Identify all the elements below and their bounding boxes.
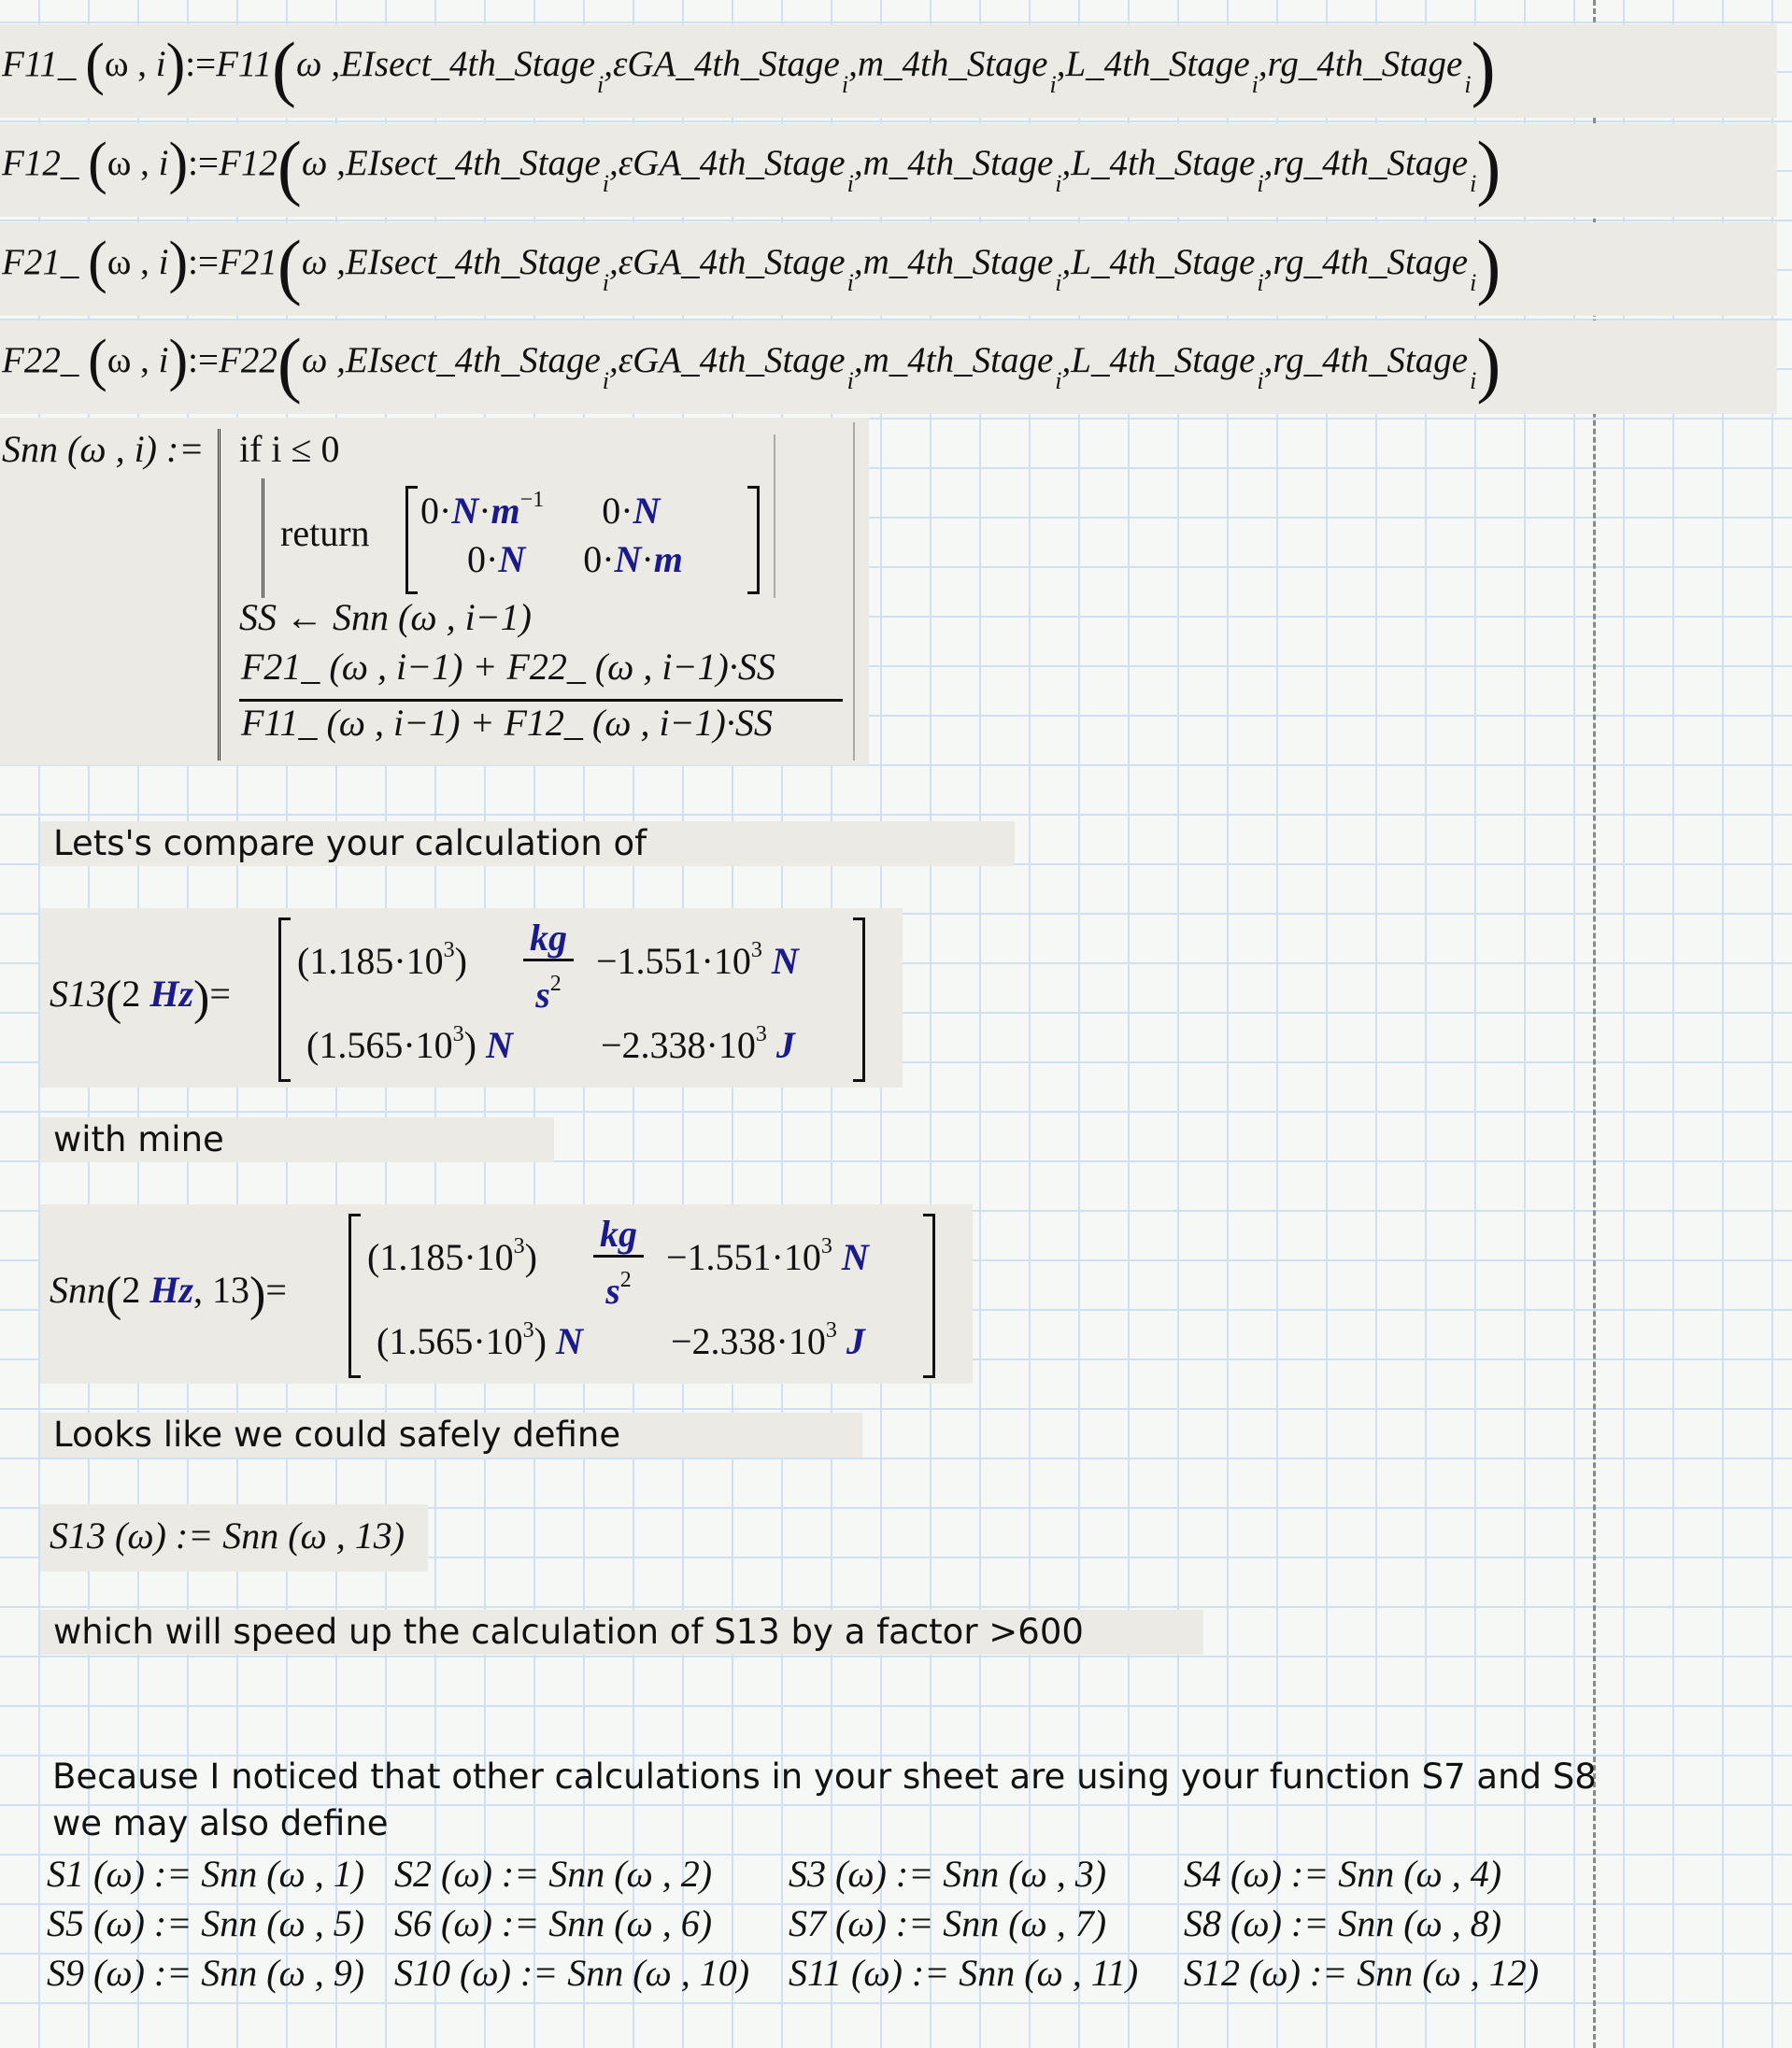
s-def[interactable]: S10 (ω) := Snn (ω , 10): [394, 1952, 750, 1994]
result-cell-11: $(1.185\cdot 10^3)$: [297, 938, 467, 982]
s-def[interactable]: S9 (ω) := Snn (ω , 9): [47, 1952, 365, 1994]
fraction-denominator: F11_ (ω , i−1) + F12_ (ω , i−1)·SS: [241, 702, 773, 744]
result-unit-fraction: kg $s^2$: [521, 917, 576, 1017]
result-unit-fraction: kg $s^2$: [591, 1214, 646, 1314]
params: (ω , i): [88, 132, 189, 195]
argument: rg_4th_Stage$_i$: [1273, 340, 1477, 394]
return-matrix-row-1: $0\cdot N\cdot m^{-1}$ 0·N: [420, 488, 661, 532]
argument: εGA_4th_Stage$_i$,: [618, 340, 863, 394]
snn-eval-lhs: Snn(2 Hz, 13)=: [50, 1268, 287, 1321]
return-matrix-row-2: 0·N 0·N·m: [467, 538, 683, 580]
s-def[interactable]: S6 (ω) := Snn (ω , 6): [394, 1902, 713, 1944]
snn-lhs: Snn (ω , i) :=: [2, 428, 205, 470]
comment-text: with mine: [53, 1119, 224, 1159]
snn-program-region[interactable]: [0, 418, 869, 765]
result-right-bracket: [923, 1214, 935, 1378]
text-region-speedup[interactable]: [40, 1610, 1203, 1655]
argument: m_4th_Stage$_i$,: [862, 242, 1072, 296]
s13-eval-lhs: S13(2 Hz)=: [50, 972, 231, 1025]
s-def[interactable]: S7 (ω) := Snn (ω , 7): [789, 1902, 1107, 1944]
function-name: F21_: [2, 242, 79, 282]
comment-text-because[interactable]: Because I noticed that other calculations in your sheet are using your function S7 and S8: [52, 1756, 1597, 1797]
function-definition-f22[interactable]: F22_ (ω , i):=F22(ω ,EIsect_4th_Stage$_i$,εGA_4th_Stage$_i$,m_4th_Stage$_i$,L_4th_Stage$_i$,rg_4th_Stage$_i$): [0, 320, 1777, 414]
assign-operator: :=: [188, 340, 219, 380]
text-region-safely-define[interactable]: [40, 1413, 862, 1458]
matrix-right-bracket: [747, 486, 760, 594]
s-def[interactable]: S8 (ω) := Snn (ω , 8): [1184, 1902, 1502, 1944]
argument: m_4th_Stage$_i$,: [862, 143, 1072, 197]
argument: rg_4th_Stage$_i$: [1267, 44, 1472, 98]
program-bar: [218, 429, 220, 761]
comment-text: Looks like we could safely define: [53, 1415, 621, 1455]
assign-operator: :=: [188, 242, 219, 282]
s-def[interactable]: S3 (ω) := Snn (ω , 3): [789, 1853, 1107, 1895]
argument: εGA_4th_Stage$_i$,: [618, 143, 863, 197]
argument: EIsect_4th_Stage$_i$,: [345, 340, 619, 394]
result-cell-12: $-1.551\cdot 10^3$ N: [666, 1234, 869, 1278]
result-left-bracket: [278, 917, 291, 1082]
argument: εGA_4th_Stage$_i$,: [618, 242, 863, 296]
argument: m_4th_Stage$_i$,: [857, 44, 1066, 98]
s-def[interactable]: S4 (ω) := Snn (ω , 4): [1184, 1853, 1502, 1895]
argument: L_4th_Stage$_i$,: [1071, 143, 1273, 197]
params: (ω , i): [85, 33, 186, 96]
function-definition-f12[interactable]: F12_ (ω , i):=F12(ω ,EIsect_4th_Stage$_i$,εGA_4th_Stage$_i$,m_4th_Stage$_i$,L_4th_Stage$_i$,rg_4th_Stage$_i$): [0, 123, 1777, 217]
argument: EIsect_4th_Stage$_i$,: [345, 242, 619, 296]
s13-evaluation-region[interactable]: [40, 908, 903, 1088]
params: (ω , i): [88, 329, 189, 392]
fraction-numerator: F21_ (ω , i−1) + F22_ (ω , i−1)·SS: [241, 646, 775, 688]
result-left-bracket: [348, 1214, 361, 1378]
snn-evaluation-region[interactable]: [40, 1204, 973, 1384]
function-name: F11_: [2, 44, 77, 84]
argument: rg_4th_Stage$_i$: [1273, 242, 1477, 296]
function-name: F12_: [2, 143, 79, 183]
callee-name: F12: [219, 143, 277, 183]
function-definition-f11[interactable]: F11_ (ω , i):=F11(ω ,EIsect_4th_Stage$_i$,εGA_4th_Stage$_i$,m_4th_Stage$_i$,L_4th_Stage$_i$,rg_4th_Stage$_i$): [0, 24, 1777, 118]
comment-text: which will speed up the calculation of S13 by a factor >600: [53, 1612, 1084, 1652]
if-body-bar: [262, 478, 264, 598]
comment-text-may-define[interactable]: we may also define: [52, 1803, 389, 1843]
s-def[interactable]: S2 (ω) := Snn (ω , 2): [394, 1853, 713, 1895]
matrix-left-bracket: [405, 486, 418, 594]
argument: L_4th_Stage$_i$,: [1065, 44, 1268, 98]
s13-definition-region[interactable]: [40, 1504, 428, 1572]
assign-operator: :=: [185, 44, 217, 84]
argument: rg_4th_Stage$_i$: [1273, 143, 1477, 197]
result-cell-22: $-2.338\cdot 10^3$ J: [601, 1022, 795, 1066]
callee-name: F21: [219, 242, 277, 282]
text-region-compare[interactable]: [40, 821, 1015, 866]
argument: m_4th_Stage$_i$,: [862, 340, 1072, 394]
callee-name: F11: [216, 44, 273, 84]
result-cell-21: $(1.565\cdot 10^3)$ N: [306, 1022, 513, 1066]
s13-definition: S13 (ω) := Snn (ω , 13): [50, 1515, 405, 1557]
if-line: if i ≤ 0: [239, 428, 340, 470]
result-cell-21: $(1.565\cdot 10^3)$ N: [377, 1318, 583, 1362]
result-cell-11: $(1.185\cdot 10^3)$: [367, 1234, 537, 1278]
s-def[interactable]: S1 (ω) := Snn (ω , 1): [47, 1853, 365, 1895]
ss-assignment: SS ← Snn (ω , i−1): [239, 596, 532, 638]
result-cell-22: $-2.338\cdot 10^3$ J: [671, 1318, 865, 1362]
argument: EIsect_4th_Stage$_i$,: [345, 143, 619, 197]
function-name: F22_: [2, 340, 79, 380]
function-definition-f21[interactable]: F21_ (ω , i):=F21(ω ,EIsect_4th_Stage$_i$,εGA_4th_Stage$_i$,m_4th_Stage$_i$,L_4th_Stage$_i$,rg_4th_Stage$_i$): [0, 222, 1777, 316]
assign-operator: :=: [188, 143, 219, 183]
params: (ω , i): [88, 231, 189, 294]
text-region-with-mine[interactable]: [40, 1117, 554, 1162]
return-keyword: return: [280, 512, 370, 554]
argument: L_4th_Stage$_i$,: [1071, 242, 1273, 296]
argument: EIsect_4th_Stage$_i$,: [340, 44, 613, 98]
result-cell-12: $-1.551\cdot 10^3$ N: [596, 938, 799, 982]
s-def[interactable]: S11 (ω) := Snn (ω , 11): [789, 1952, 1139, 1994]
result-right-bracket: [853, 917, 865, 1082]
argument: L_4th_Stage$_i$,: [1071, 340, 1273, 394]
callee-name: F22: [219, 340, 277, 380]
s-def[interactable]: S12 (ω) := Snn (ω , 12): [1184, 1952, 1540, 1994]
s-def[interactable]: S5 (ω) := Snn (ω , 5): [47, 1902, 365, 1944]
comment-text: Lets's compare your calculation of: [53, 823, 647, 863]
argument: εGA_4th_Stage$_i$,: [613, 44, 858, 98]
